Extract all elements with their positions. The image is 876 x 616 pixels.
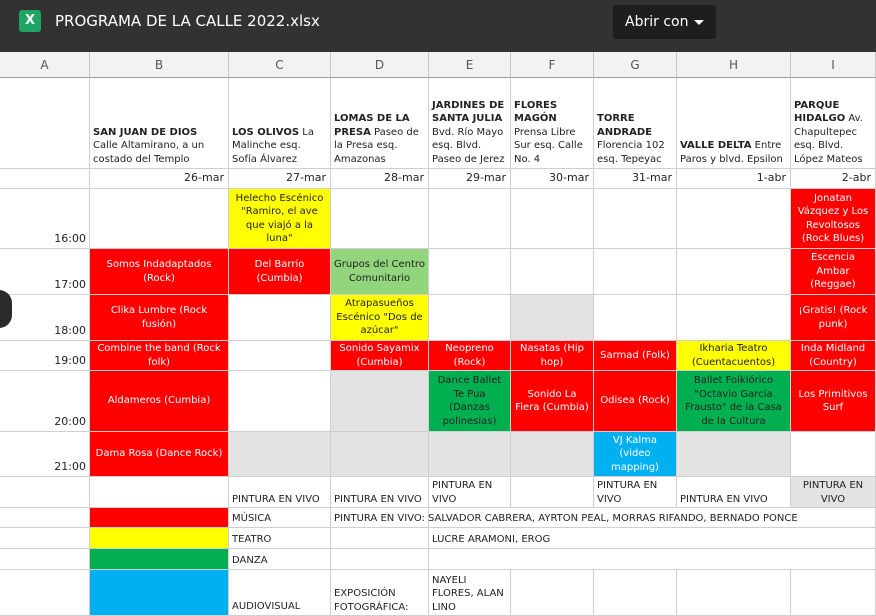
column-header-e[interactable]: E	[429, 52, 511, 78]
venue-header-i[interactable]	[791, 78, 876, 169]
venue-address: Florencia 102 esq. Tepeyac	[597, 140, 665, 165]
empty-cell[interactable]	[229, 371, 331, 432]
venue-header-h[interactable]	[677, 78, 791, 169]
venue-text	[514, 99, 590, 167]
venue-text	[334, 112, 425, 166]
event-cell-b-19[interactable]: Combine the band (Rock folk)	[90, 341, 229, 371]
empty-cell[interactable]	[0, 549, 90, 570]
event-cell-h-20[interactable]: Ballet Folklórico "Octavio García Frausto" de la Casa de la Cultura	[677, 371, 791, 432]
venue-address: Paseo de la Presa esq. Amazonas	[334, 126, 419, 165]
venue-address: Av. Chapultepec esq. Blvd. López Mateos	[794, 113, 863, 165]
empty-cell[interactable]	[677, 189, 791, 249]
venue-header-f[interactable]	[511, 78, 594, 169]
empty-cell[interactable]	[229, 432, 331, 477]
top-bar	[0, 0, 876, 52]
column-header-c[interactable]: C	[229, 52, 331, 78]
empty-cell[interactable]	[677, 249, 791, 295]
pintura-cell-h[interactable]: PINTURA EN VIVO	[677, 477, 791, 508]
time-cell[interactable]: 20:00	[0, 371, 90, 432]
venue-address: Prensa Libre Sur esq. Calle No. 4	[514, 126, 583, 165]
date-cell-g[interactable]: 31-mar	[594, 169, 677, 189]
time-cell[interactable]: 17:00	[0, 249, 90, 295]
date-cell-e[interactable]: 29-mar	[429, 169, 511, 189]
pintura-artists-2[interactable]: LUCRE ARAMONI, EROG	[429, 528, 876, 549]
event-cell-e-19[interactable]: Neopreno (Rock)	[429, 341, 511, 371]
open-with-button[interactable]	[613, 5, 716, 39]
event-cell-b-21[interactable]: Dama Rosa (Dance Rock)	[90, 432, 229, 477]
venue-header-b[interactable]	[90, 78, 229, 169]
empty-cell[interactable]	[677, 295, 791, 341]
event-cell-g-20[interactable]: Odisea (Rock)	[594, 371, 677, 432]
legend-label[interactable]: AUDIOVISUAL	[229, 570, 331, 616]
venue-address: Entre Paros y blvd. Epsilon	[680, 140, 783, 165]
legend-swatch[interactable]	[90, 570, 229, 616]
event-cell-d-19[interactable]: Sonido Sayamix (Cumbia)	[331, 341, 429, 371]
venue-name: SAN JUAN DE DIOS	[93, 126, 198, 138]
empty-cell[interactable]	[594, 189, 677, 249]
event-cell-f-19[interactable]: Nasatas (Hip hop)	[511, 341, 594, 371]
date-cell-d[interactable]: 28-mar	[331, 169, 429, 189]
venue-header-d[interactable]	[331, 78, 429, 169]
event-cell-i-17[interactable]: Escencia Ambar (Reggae)	[791, 249, 876, 295]
event-cell-i-20[interactable]: Los Primitivos Surf	[791, 371, 876, 432]
column-header-g[interactable]: G	[594, 52, 677, 78]
excel-file-icon: X	[19, 10, 41, 32]
venue-name: LOS OLIVOS	[232, 126, 300, 138]
time-cell[interactable]: 19:00	[0, 341, 90, 371]
time-cell[interactable]: 18:00	[0, 295, 90, 341]
venue-address: Bvd. Río Mayo esq. Blvd. Paseo de Jerez	[432, 126, 505, 165]
venue-header-e[interactable]	[429, 78, 511, 169]
empty-cell[interactable]	[331, 371, 429, 432]
empty-cell[interactable]	[791, 570, 876, 616]
venue-name: VALLE DELTA	[680, 140, 752, 151]
empty-cell[interactable]	[511, 432, 594, 477]
empty-cell[interactable]	[594, 570, 677, 616]
legend-label[interactable]: MÚSICA	[229, 508, 331, 528]
empty-cell[interactable]	[677, 570, 791, 616]
empty-cell[interactable]	[594, 295, 677, 341]
date-cell-b[interactable]: 26-mar	[90, 169, 229, 189]
event-cell-h-19[interactable]: Ikharia Teatro (Cuentacuentos)	[677, 341, 791, 371]
empty-cell[interactable]	[511, 189, 594, 249]
empty-cell[interactable]	[594, 249, 677, 295]
empty-cell[interactable]	[429, 295, 511, 341]
empty-cell[interactable]	[331, 528, 429, 549]
time-cell[interactable]: 16:00	[0, 189, 90, 249]
venue-text	[232, 126, 327, 167]
empty-cell[interactable]	[429, 549, 876, 570]
empty-cell[interactable]	[90, 477, 229, 508]
venue-address: La Malinche esq. Sofía Álvarez	[232, 126, 314, 165]
column-header-i[interactable]: I	[791, 52, 876, 78]
empty-cell[interactable]	[0, 528, 90, 549]
event-cell-f-20[interactable]: Sonido La Fiera (Cumbia)	[511, 371, 594, 432]
date-cell-f[interactable]: 30-mar	[511, 169, 594, 189]
column-header-b[interactable]: B	[90, 52, 229, 78]
venue-header-a[interactable]	[0, 78, 90, 169]
chevron-down-icon	[694, 20, 704, 25]
venue-text	[597, 112, 673, 166]
venue-name: PARQUE HIDALGO	[794, 99, 846, 124]
legend-label[interactable]: DANZA	[229, 549, 331, 570]
venue-text	[794, 99, 872, 167]
pintura-cell-d[interactable]: PINTURA EN VIVO	[331, 477, 429, 508]
venue-text	[432, 99, 507, 167]
column-header-h[interactable]: H	[677, 52, 791, 78]
venue-name: LOMAS DE LA PRESA	[334, 113, 410, 138]
pintura-notes-label[interactable]: PINTURA EN VIVO:	[331, 508, 429, 528]
pintura-cell-g[interactable]: PINTURA EN VIVO	[594, 477, 677, 508]
empty-cell[interactable]	[229, 295, 331, 341]
empty-cell[interactable]	[511, 477, 594, 508]
column-header-d[interactable]: D	[331, 52, 429, 78]
event-cell-d-18[interactable]: Atrapasueños Escénico "Dos de azúcar"	[331, 295, 429, 341]
date-cell-c[interactable]: 27-mar	[229, 169, 331, 189]
empty-cell[interactable]	[229, 341, 331, 371]
empty-cell[interactable]	[0, 570, 90, 616]
event-cell-g-21[interactable]: VJ Kalma (video mapping)	[594, 432, 677, 477]
empty-cell[interactable]	[429, 249, 511, 295]
empty-cell[interactable]	[511, 249, 594, 295]
event-cell-b-17[interactable]: Somos Indadaptados (Rock)	[90, 249, 229, 295]
event-cell-i-16[interactable]: Jonatan Vázquez y Los Revoltosos (Rock Blues)	[791, 189, 876, 249]
open-with-label: Abrir con	[625, 14, 689, 30]
empty-cell[interactable]	[511, 295, 594, 341]
event-cell-i-18[interactable]: ¡Gratis! (Rock punk)	[791, 295, 876, 341]
legend-swatch[interactable]	[90, 528, 229, 549]
venue-text	[680, 139, 787, 166]
venue-name: FLORES MAGÓN	[514, 99, 558, 124]
empty-cell[interactable]	[331, 549, 429, 570]
event-cell-d-17[interactable]: Grupos del Centro Comunitario	[331, 249, 429, 295]
pintura-artists[interactable]: SALVADOR CABRERA, AYRTON PEAL, MORRAS RIFANDO, BERNADO PONCE	[425, 508, 876, 528]
pintura-cell-e[interactable]: PINTURA EN VIVO	[429, 477, 511, 508]
empty-cell[interactable]	[511, 570, 594, 616]
venue-address: Calle Altamirano, a un costado del Templo	[93, 140, 205, 165]
empty-cell[interactable]	[791, 432, 876, 477]
pintura-cell-i[interactable]: PINTURA EN VIVO	[791, 477, 876, 508]
venue-name: JARDINES DE SANTA JULIA	[432, 99, 505, 124]
time-cell[interactable]: 21:00	[0, 432, 90, 477]
empty-cell[interactable]	[429, 432, 511, 477]
event-cell-e-20[interactable]: Dance Ballet Te Pua (Danzas polinesias)	[429, 371, 511, 432]
legend-swatch[interactable]	[90, 508, 229, 528]
empty-cell[interactable]	[90, 189, 229, 249]
empty-cell[interactable]	[677, 432, 791, 477]
event-cell-c-16[interactable]: Helecho Escénico "Ramiro, el ave que viajó a la luna"	[229, 189, 331, 249]
event-cell-b-20[interactable]: Aldameros (Cumbia)	[90, 371, 229, 432]
column-header-a[interactable]: A	[0, 52, 90, 78]
file-title: PROGRAMA DE LA CALLE 2022.xlsx	[55, 12, 320, 30]
empty-cell[interactable]	[429, 189, 511, 249]
event-cell-b-18[interactable]: Clika Lumbre (Rock fusión)	[90, 295, 229, 341]
venue-header-c[interactable]	[229, 78, 331, 169]
empty-cell[interactable]	[0, 477, 90, 508]
event-cell-g-19[interactable]: Sarmad (Folk)	[594, 341, 677, 371]
column-header-f[interactable]: F	[511, 52, 594, 78]
event-cell-i-19[interactable]: Inda Midland (Country)	[791, 341, 876, 371]
empty-cell[interactable]	[0, 508, 90, 528]
date-cell-a[interactable]	[0, 169, 90, 189]
spreadsheet-grid	[0, 52, 876, 616]
expo-label[interactable]: EXPOSICIÓN FOTOGRÁFICA:	[331, 570, 429, 616]
date-cell-h[interactable]: 1-abr	[677, 169, 791, 189]
pintura-cell-c[interactable]: PINTURA EN VIVO	[229, 477, 331, 508]
date-cell-i[interactable]: 2-abr	[791, 169, 876, 189]
empty-cell[interactable]	[331, 189, 429, 249]
expo-artists[interactable]: NAYELI FLORES, ALAN LINO	[429, 570, 511, 616]
event-cell-c-17[interactable]: Del Barrio (Cumbia)	[229, 249, 331, 295]
legend-swatch[interactable]	[90, 549, 229, 570]
venue-header-g[interactable]	[594, 78, 677, 169]
legend-label[interactable]: TEATRO	[229, 528, 331, 549]
venue-name: TORRE ANDRADE	[597, 113, 652, 138]
empty-cell[interactable]	[331, 432, 429, 477]
venue-text	[93, 126, 225, 167]
